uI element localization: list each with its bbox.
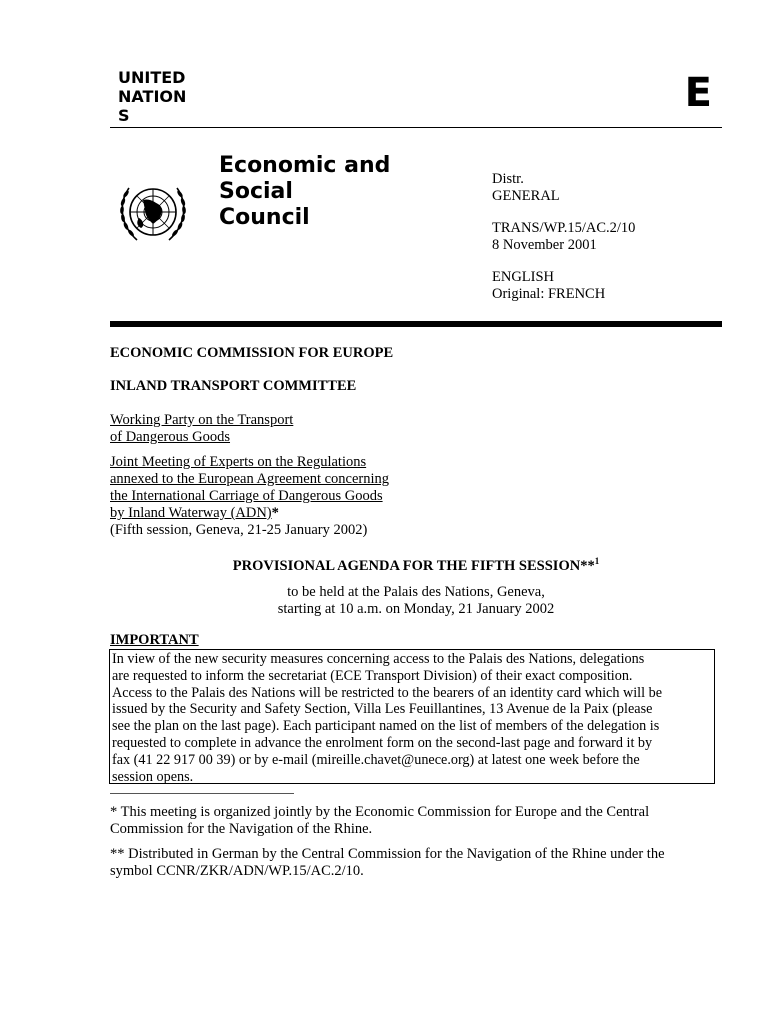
- footnote-line: symbol CCNR/ZKR/ADN/WP.15/AC.2/10.: [110, 863, 364, 879]
- notice-line: fax (41 22 917 00 39) or by e-mail (mireille.chavet@unece.org) at latest one week before the: [112, 751, 640, 768]
- document-symbol: TRANS/WP.15/AC.2/10: [492, 220, 636, 236]
- footnote-line: * This meeting is organized jointly by the Economic Commission for Europe and the Central: [110, 804, 650, 820]
- joint-meeting-title: [110, 454, 389, 539]
- working-party-title: [110, 412, 293, 446]
- organization-name: [118, 68, 186, 125]
- header-rule: [110, 127, 722, 128]
- venue-info: [110, 584, 722, 618]
- footnote-2: [110, 846, 665, 880]
- joint-meeting-line: Joint Meeting of Experts on the Regulations: [110, 454, 367, 470]
- original-language: Original: FRENCH: [492, 286, 606, 302]
- working-party-line: of Dangerous Goods: [110, 429, 231, 445]
- footnote-mark: *: [271, 505, 279, 521]
- joint-meeting-line: by Inland Waterway (ADN): [110, 505, 272, 521]
- language-letter: E: [684, 70, 712, 116]
- org-line: NATION: [118, 87, 187, 106]
- document-language: ENGLISH: [492, 269, 555, 285]
- notice-line: In view of the new security measures concerning access to the Palais des Nations, delegations: [112, 651, 645, 667]
- venue-line: to be held at the Palais des Nations, Geneva,: [287, 584, 545, 600]
- header-thick-rule: [110, 321, 722, 327]
- footnote-1: [110, 804, 649, 838]
- un-emblem-icon: [115, 180, 191, 246]
- council-line: Economic and: [219, 153, 391, 178]
- notice-line: Access to the Palais des Nations will be restricted to the bearers of an identity card which will be: [112, 684, 662, 701]
- working-party-line: Working Party on the Transport: [110, 412, 294, 428]
- council-line: Social: [219, 179, 293, 204]
- org-line: S: [118, 106, 130, 125]
- committee-heading: INLAND TRANSPORT COMMITTEE: [110, 378, 357, 394]
- agenda-title-superscript: 1: [594, 556, 600, 566]
- notice-line: session opens.: [112, 768, 194, 785]
- important-notice-box: [109, 649, 715, 784]
- council-name: [219, 153, 390, 231]
- document-metadata: [492, 171, 635, 303]
- footnote-line: Commission for the Navigation of the Rhine.: [110, 821, 373, 837]
- venue-line: starting at 10 a.m. on Monday, 21 January 2002: [277, 601, 555, 617]
- important-heading: IMPORTANT: [110, 632, 199, 648]
- agenda-title: [110, 553, 722, 575]
- notice-line: requested to complete in advance the enrolment form on the second-last page and forward it by: [112, 734, 653, 751]
- notice-line: issued by the Security and Safety Section, Villa Les Feuillantines, 13 Avenue de la Paix (please: [112, 701, 653, 718]
- org-line: UNITED: [118, 68, 186, 87]
- commission-heading: ECONOMIC COMMISSION FOR EUROPE: [110, 345, 394, 361]
- agenda-title-text: PROVISIONAL AGENDA FOR THE FIFTH SESSION**: [232, 557, 595, 574]
- notice-line: see the plan on the last page). Each participant named on the list of members of the delegation is: [112, 718, 660, 735]
- footnote-separator: [110, 793, 294, 794]
- document-date: 8 November 2001: [492, 237, 597, 253]
- distr-label: Distr.: [492, 171, 524, 187]
- council-line: Council: [219, 205, 310, 230]
- notice-line: are requested to inform the secretariat (ECE Transport Division) of their exact composition.: [112, 667, 633, 684]
- joint-meeting-line: annexed to the European Agreement concerning: [110, 471, 390, 487]
- footnote-line: ** Distributed in German by the Central Commission for the Navigation of the Rhine under the: [110, 846, 665, 862]
- distr-value: GENERAL: [492, 188, 560, 204]
- joint-meeting-line: the International Carriage of Dangerous Goods: [110, 488, 383, 504]
- session-info: (Fifth session, Geneva, 21-25 January 2002): [110, 522, 368, 538]
